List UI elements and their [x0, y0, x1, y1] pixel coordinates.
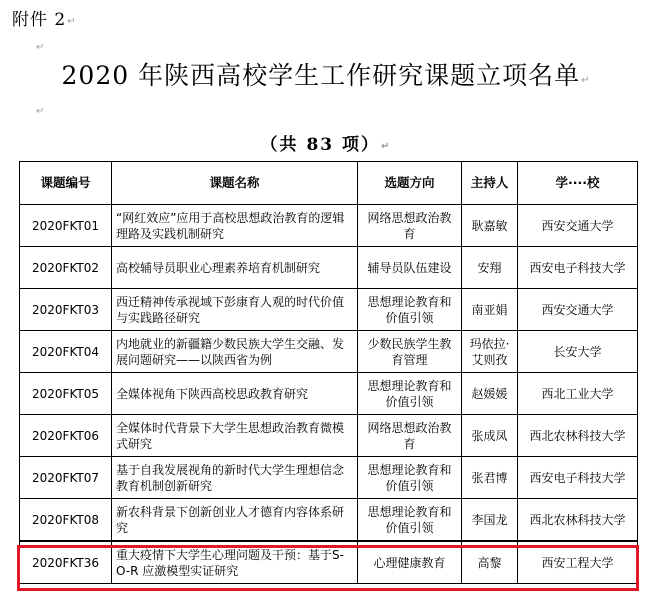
table-row	[20, 457, 638, 499]
project-school: 西安工程大学	[518, 541, 638, 584]
project-direction: 思想理论教育和价值引领	[358, 457, 462, 499]
project-host: 玛依拉·艾则孜	[462, 331, 518, 373]
project-host: 耿嘉敏	[462, 205, 518, 247]
header-school: 学····校	[518, 162, 638, 205]
project-name: 全媒体时代背景下大学生思想政治教育微模式研究	[112, 415, 358, 457]
project-host: 安翔	[462, 247, 518, 289]
paragraph-mark-icon: ↵	[581, 75, 591, 86]
project-school: 西北农林科技大学	[518, 415, 638, 457]
project-code: 2020FKT07	[20, 457, 112, 499]
project-name: “网红效应”应用于高校思想政治教育的逻辑理路及实践机制研究	[112, 205, 358, 247]
table-row	[20, 499, 638, 542]
table-row-highlighted	[20, 541, 638, 584]
project-name: 全媒体视角下陕西高校思政教育研究	[112, 373, 358, 415]
project-host: 南亚娟	[462, 289, 518, 331]
table-row	[20, 415, 638, 457]
paragraph-mark-icon: ↵	[381, 141, 392, 152]
project-school: 长安大学	[518, 331, 638, 373]
table-row	[20, 331, 638, 373]
project-direction: 心理健康教育	[358, 541, 462, 584]
project-code: 2020FKT05	[20, 373, 112, 415]
project-school: 西安交通大学	[518, 289, 638, 331]
project-code: 2020FKT06	[20, 415, 112, 457]
project-code: 2020FKT01	[20, 205, 112, 247]
project-host: 张君博	[462, 457, 518, 499]
project-code: 2020FKT03	[20, 289, 112, 331]
project-school: 西安交通大学	[518, 205, 638, 247]
project-direction: 少数民族学生教育管理	[358, 331, 462, 373]
paragraph-mark-icon: ↵	[67, 16, 77, 27]
project-code: 2020FKT04	[20, 331, 112, 373]
table-header-row	[20, 162, 638, 205]
project-code: 2020FKT36	[20, 541, 112, 584]
project-host: 高黎	[462, 541, 518, 584]
project-direction: 思想理论教育和价值引领	[358, 373, 462, 415]
header-code: 课题编号	[20, 162, 112, 205]
project-list-table	[19, 161, 638, 584]
paragraph-mark-icon: ↵	[36, 106, 45, 117]
paragraph-mark-icon: ↵	[36, 42, 45, 53]
project-direction: 思想理论教育和价值引领	[358, 499, 462, 542]
header-name: 课题名称	[112, 162, 358, 205]
project-name: 基于自我发展视角的新时代大学生理想信念教育机制创新研究	[112, 457, 358, 499]
project-school: 西北工业大学	[518, 373, 638, 415]
project-name: 新农科背景下创新创业人才德育内容体系研究	[112, 499, 358, 542]
document-title: 2020 年陕西高校学生工作研究课题立项名单↵	[61, 61, 591, 90]
table-row	[20, 205, 638, 247]
project-name: 重大疫情下大学生心理问题及干预：基于S-O-R 应激模型实证研究	[112, 541, 358, 584]
project-direction: 网络思想政治教育	[358, 205, 462, 247]
project-school: 西安电子科技大学	[518, 457, 638, 499]
project-host: 张成凤	[462, 415, 518, 457]
project-direction: 辅导员队伍建设	[358, 247, 462, 289]
attachment-label: 附件 2↵	[12, 10, 77, 30]
header-host: 主持人	[462, 162, 518, 205]
project-school: 西安电子科技大学	[518, 247, 638, 289]
project-name: 内地就业的新疆籍少数民族大学生交融、发展问题研究——以陕西省为例	[112, 331, 358, 373]
project-count-subtitle: （共 83 项）↵	[260, 135, 392, 155]
project-name: 西迁精神传承视域下彭康育人观的时代价值与实践路径研究	[112, 289, 358, 331]
project-direction: 思想理论教育和价值引领	[358, 289, 462, 331]
project-host: 李国龙	[462, 499, 518, 542]
project-code: 2020FKT02	[20, 247, 112, 289]
project-name: 高校辅导员职业心理素养培育机制研究	[112, 247, 358, 289]
table-row	[20, 373, 638, 415]
header-direction: 选题方向	[358, 162, 462, 205]
project-code: 2020FKT08	[20, 499, 112, 542]
project-school: 西北农林科技大学	[518, 499, 638, 542]
project-host: 赵媛媛	[462, 373, 518, 415]
table-row	[20, 247, 638, 289]
table-row	[20, 289, 638, 331]
project-direction: 网络思想政治教育	[358, 415, 462, 457]
